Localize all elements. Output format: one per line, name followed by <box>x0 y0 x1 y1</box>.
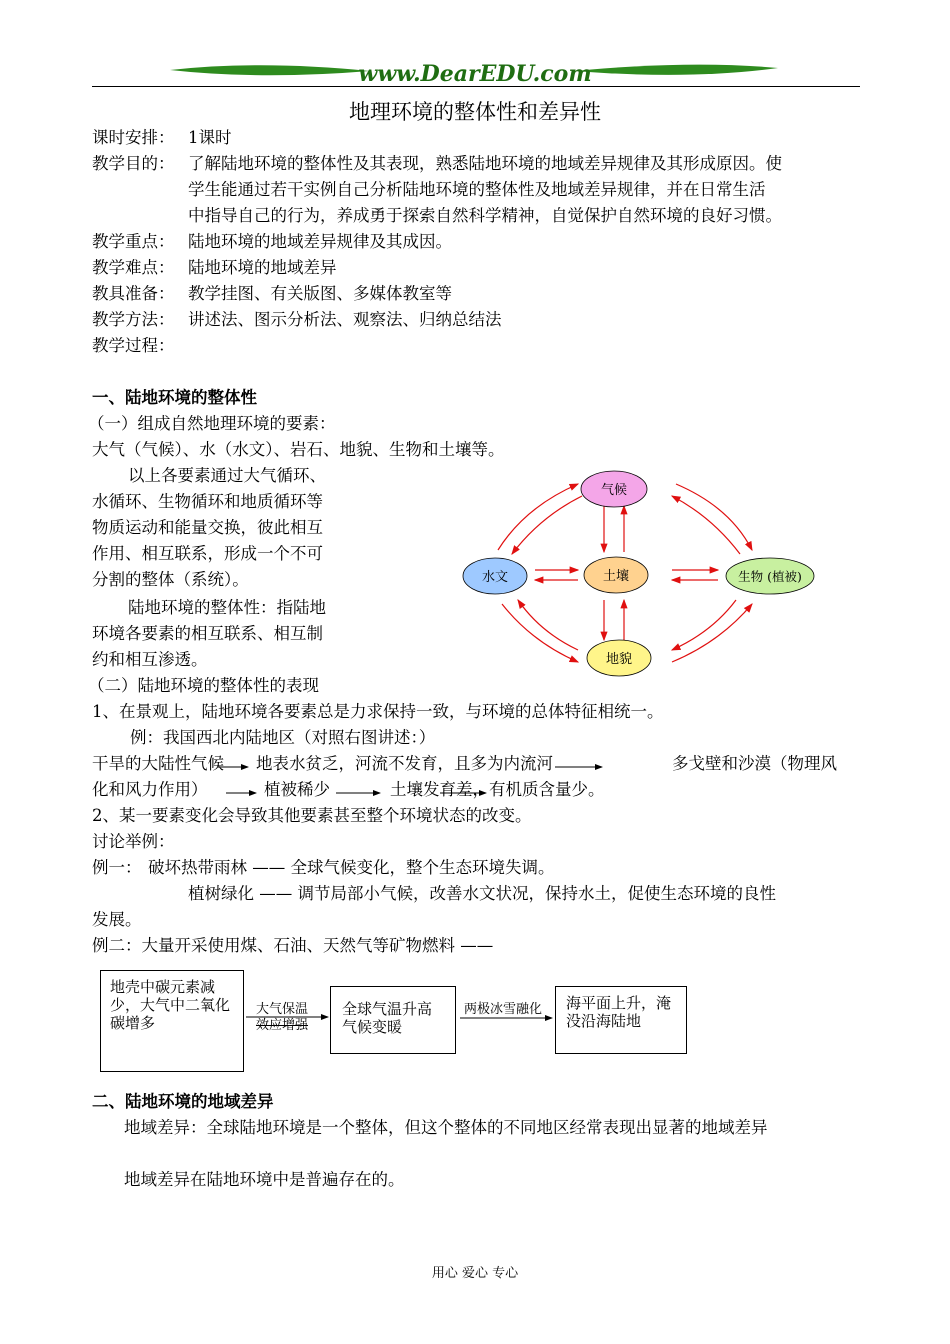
chain-1c: 多戈壁和沙漠（物理风 <box>672 754 837 773</box>
aims-line-3: 中指导自己的行为，养成勇于探索自然科学精神，自觉保护自然环境的良好习惯。 <box>188 206 782 225</box>
arrow-bio-to-climate <box>672 496 740 554</box>
section1-heading: 一、陆地环境的整体性 <box>92 388 257 407</box>
environment-element-diagram <box>450 462 830 682</box>
para1-line-1: 以上各要素通过大气循环、 <box>128 466 326 485</box>
section1-sub2: （二）陆地环境的整体性的表现 <box>88 676 319 695</box>
para1-line-5: 分割的整体（系统）。 <box>92 570 249 589</box>
arrow-bio-to-landform <box>672 600 736 650</box>
node-hydrology-label: 水文 <box>481 570 509 585</box>
flow-arrow-1-top-label: 大气保温 <box>256 1002 309 1017</box>
elements-list: 大气（气候）、水（水文）、岩石、地貌、生物和土壤等。 <box>92 440 505 459</box>
chain-2b: 植被稀少 <box>264 780 330 799</box>
section1-sub1: （一）组成自然地理环境的要素： <box>88 414 336 433</box>
tools-label: 教具准备： <box>92 284 175 303</box>
example1-b-cont: 发展。 <box>92 910 142 929</box>
page-footer: 用心 爱心 专心 <box>431 1266 519 1281</box>
process-label: 教学过程： <box>92 336 175 355</box>
difficult-point-value: 陆地环境的地域差异 <box>188 258 337 277</box>
aims-line-2: 学生能通过若干实例自己分析陆地环境的整体性及地域差异规律，并在日常生活 <box>188 180 766 199</box>
node-landform-label: 地貌 <box>605 652 633 667</box>
aims-label: 教学目的： <box>92 154 175 173</box>
class-hours-value: 1课时 <box>188 128 232 147</box>
tools-value: 教学挂图、有关版图、多媒体教室等 <box>188 284 452 303</box>
para1-line-2: 水循环、生物循环和地质循环等 <box>92 492 323 511</box>
discussion-label: 讨论举例： <box>92 832 175 851</box>
example1-label: 例一： <box>92 858 142 877</box>
aims-line-1: 了解陆地环境的整体性及其表现，熟悉陆地环境的地域差异规律及其形成原因。使 <box>188 154 782 173</box>
example1-a: 破坏热带雨林 —— 全球气候变化，整个生态环境失调。 <box>148 858 555 877</box>
example1-b: 植树绿化 —— 调节局部小气候，改善水文状况，保持水土，促使生态环境的良性 <box>188 884 776 903</box>
para1-line-4: 作用、相互联系，形成一个不可 <box>92 544 323 563</box>
chain-1a: 干旱的大陆性气候 <box>92 754 224 773</box>
para2-line-2: 环境各要素的相互联系、相互制 <box>92 624 323 643</box>
point-2: 2、某一要素变化会导致其他要素甚至整个环境状态的改变。 <box>92 806 532 825</box>
para2-line-1: 陆地环境的整体性：指陆地 <box>128 598 326 617</box>
methods-label: 教学方法： <box>92 310 175 329</box>
section2-para2: 地域差异在陆地环境中是普遍存在的。 <box>124 1170 405 1189</box>
arrow-landform-to-bio <box>672 604 752 662</box>
chain-1b: 地表水贫乏，河流不发育，且多为内流河 <box>256 754 553 773</box>
difficult-point-label: 教学难点： <box>92 258 175 277</box>
arrow-landform-to-hydro <box>518 600 578 650</box>
node-soil-label: 土壤 <box>602 569 630 584</box>
section2-para1: 地域差异：全球陆地环境是一个整体，但这个整体的不同地区经常表现出显著的地域差异 <box>124 1118 768 1137</box>
point-1: 1、在景观上，陆地环境各要素总是力求保持一致，与环境的总体特征相统一。 <box>92 702 664 721</box>
example-intro: 例：我国西北内陆地区（对照右图讲述：） <box>130 728 436 747</box>
key-point-label: 教学重点： <box>92 232 175 251</box>
example2: 例二：大量开采使用煤、石油、天然气等矿物燃料 —— <box>92 936 494 955</box>
flow-box-2-text: 全球气温升高气候变暖 <box>342 1000 433 1036</box>
arrow-climate-to-bio <box>676 484 752 550</box>
flow-box-1-text: 地壳中碳元素减少，大气中二氧化碳增多 <box>110 978 231 1032</box>
para2-line-3: 约和相互渗透。 <box>92 650 208 669</box>
node-biology-label: 生物 (植被) <box>738 569 802 584</box>
class-hours-label: 课时安排： <box>92 128 175 147</box>
section2-heading: 二、陆地环境的地域差异 <box>92 1092 274 1111</box>
flow-box-3-text: 海平面上升，淹没沿海陆地 <box>566 994 672 1030</box>
arrow-hydro-to-climate <box>498 484 578 550</box>
node-climate-label: 气候 <box>600 483 628 498</box>
methods-value: 讲述法、图示分析法、观察法、归纳总结法 <box>188 310 502 329</box>
flow-arrow-2 <box>456 962 556 1032</box>
para1-line-3: 物质运动和能量交换，彼此相互 <box>92 518 323 537</box>
key-point-value: 陆地环境的地域差异规律及其成因。 <box>188 232 452 251</box>
arrow-climate-to-hydro <box>512 496 582 554</box>
site-logo-text: www.DearEDU.com <box>358 61 592 87</box>
chain-2a: 化和风力作用） <box>92 780 208 799</box>
chain-2c: 土壤发育差，有机质含量少。 <box>390 780 605 799</box>
arrow-hydro-to-landform <box>502 604 578 662</box>
document-title: 地理环境的整体性和差异性 <box>349 100 601 124</box>
flow-arrow-2-label: 两极冰雪融化 <box>464 1002 543 1017</box>
flow-arrow-1-bottom-label: 效应增强 <box>256 1018 309 1033</box>
